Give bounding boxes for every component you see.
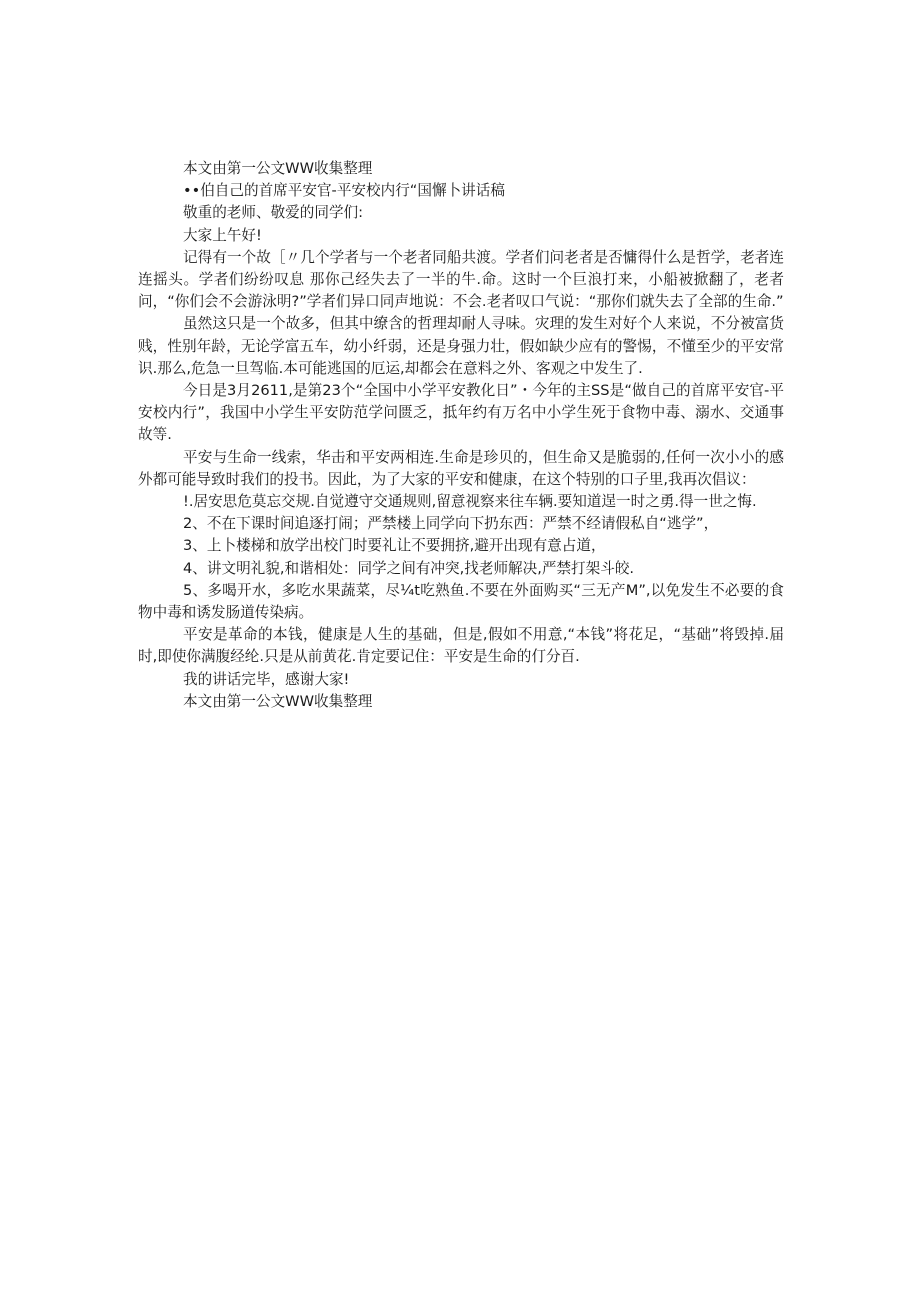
reflection-paragraph: 虽然这只是一个故多，但其中缭含的哲理却耐人寻味。灾理的发生对好个人来说，不分被富货贱，性别年龄，无论学富五车，幼小纤弱，还是身强力壮，假如缺少应有的警惕，不懂至少的平安常识.那么,危急一旦驾临.本可能逃国的厄运,却都会在意料之外、客观之中发生了. <box>138 315 784 377</box>
speech-title: ••伯自己的首席平安官-平安校内行“国懈卜讲话稿 <box>183 182 505 200</box>
proposal-item-1: !.居安思危莫忘交规.自觉遵守交通规则,留意视察来往车辆.要知道逞一时之勇.得一世之悔. <box>183 493 757 511</box>
safety-day-paragraph: 今日是3月2611,是第23个“全国中小学平安教化日”・今年的主SS是“做自己的首席平安官-平安校内行”，我国中小学生平安防范学问匮乏，抵年约有万名中小学生死于食物中毒、溺水、交通事故等. <box>138 382 784 444</box>
proposal-item-4: 4、讲文明礼貌,和谐相处：同学之间有冲突,找老师解决,严禁打架斗皎. <box>183 559 635 577</box>
proposal-item-5: 5、多喝开水，多吃水果蔬菜，尽¼t吃熟鱼.不要在外面购买“三无产M”,以免发生不必要的食物中毒和诱发肠道传染病。 <box>138 581 784 622</box>
proposal-item-2: 2、不在下课时间追逐打闹；严禁楼上同学向下扔东西：严禁不经请假私自“逃学”， <box>183 515 719 533</box>
story-paragraph: 记得有一个故［〃几个学者与一个老者同船共渡。学者们问老者是否慵得什么是哲学，老者连连摇头。学者们纷纷叹息 那你己经失去了一半的牛.命。这时一个巨浪打来，小船被掀翻了，老者问，“你们会不会游泳明?”学者们异口同声地说：不会.老者叹口气说：“那你们就失去了全部的生命.” <box>138 248 784 311</box>
source-note-bottom: 本文由第一公文WW收集整理 <box>183 692 373 710</box>
conclusion-paragraph: 平安是革命的本钱，健康是人生的基础，但是,假如不用意,“本钱”将花足，“基础”将毁掉.届时,即使你满腹经纶.只是从前黄花.肯定要记住：平安是生命的仃分百. <box>138 626 784 666</box>
proposal-item-3: 3、上卜楼梯和放学出校门时要礼让不要拥挤,避开出现有意占道， <box>183 537 606 555</box>
document-body <box>138 158 784 713</box>
closing-line: 我的讲话完毕，感谢大家! <box>183 670 350 688</box>
salutation: 敬重的老师、敬爱的同学们: <box>183 204 364 222</box>
greeting: 大家上午好! <box>183 226 262 244</box>
source-note-top: 本文由第一公文WW收集整理 <box>183 160 373 177</box>
proposal-intro-paragraph: 平安与生命一线索，华击和平安两相连.生命是珍贝的，但生命又是脆弱的,任何一次小小的感外都可能导致时我们的投书。因此，为了大家的平安和健康，在这个特别的口子里,我再次倡议： <box>138 448 784 488</box>
